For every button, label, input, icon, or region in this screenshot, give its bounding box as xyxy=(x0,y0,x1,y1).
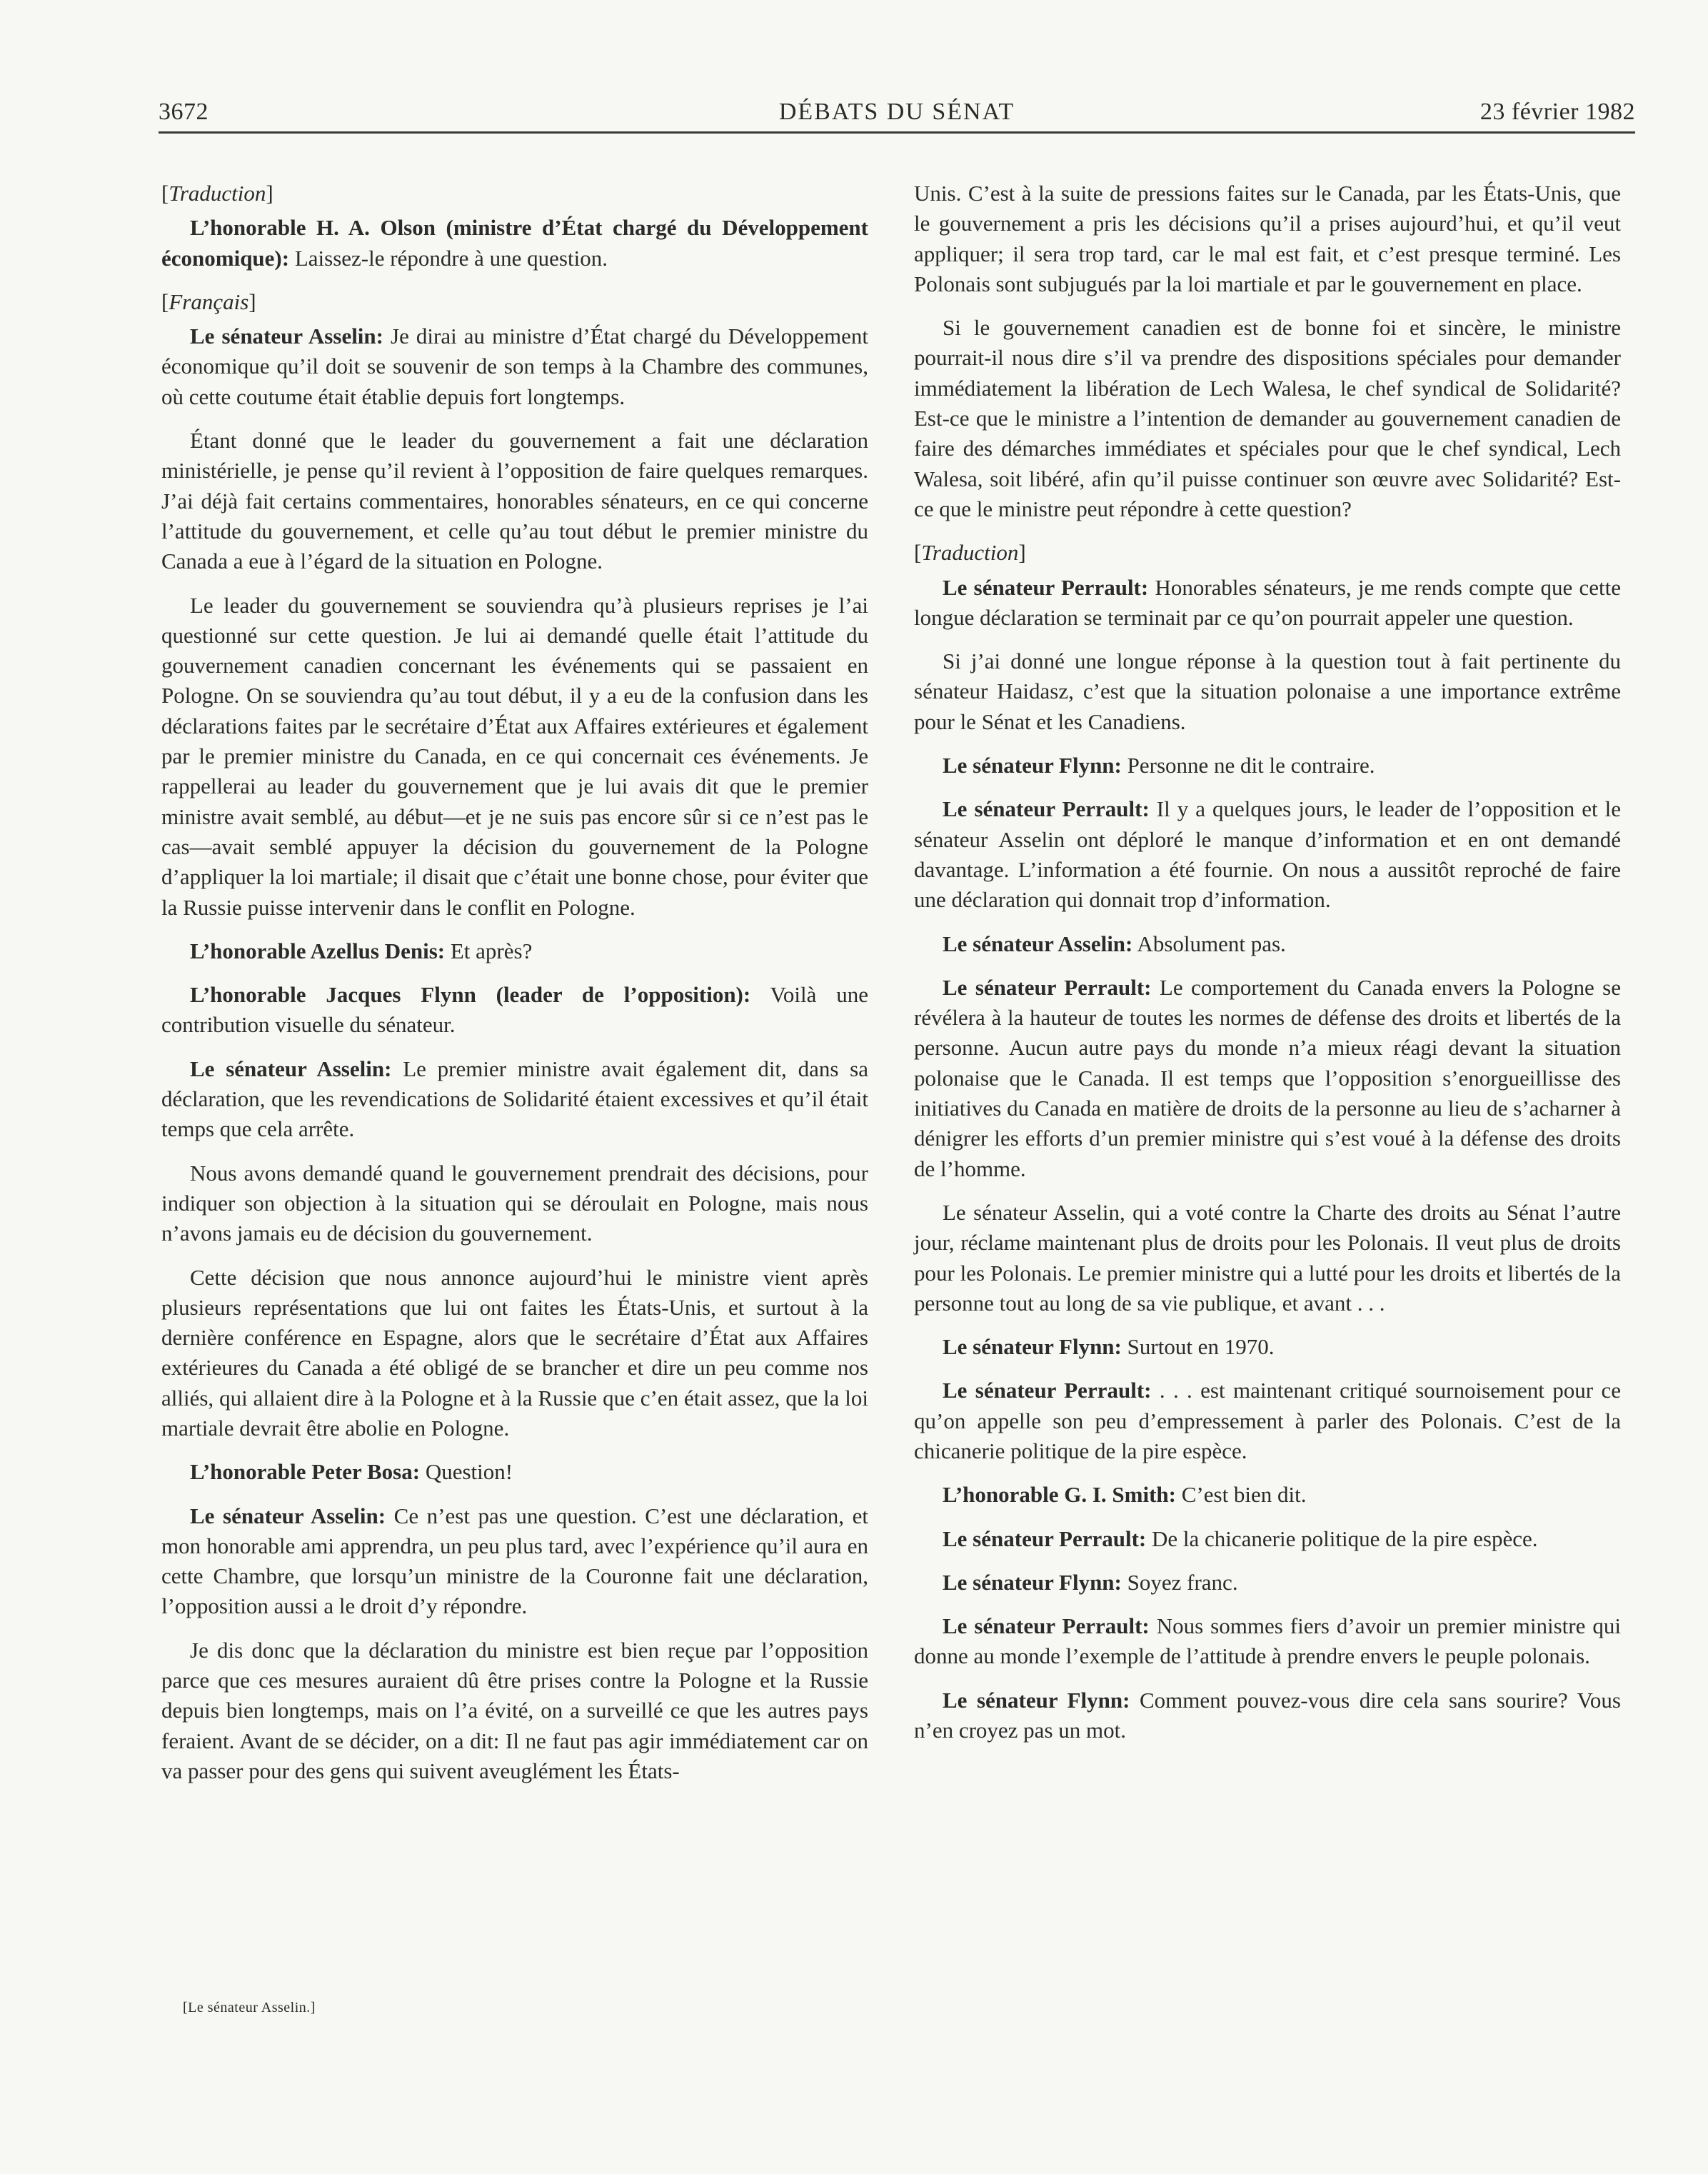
paragraph-text: Le comportement du Canada envers la Pologne se révélera à la hauteur de toutes les normes de défense des droits et libertés de la personne. Aucun autre pays du monde n’a mieux réagi devant la situation polonaise que le Canada. Il est temps que l’opposition s’enorgueillisse des initiatives du Canada en matière de droits de la personne au lieu de s’acharner à dénigrer les efforts d’un premier ministre qui s’est voué à la défense des droits de l’homme. xyxy=(914,974,1621,1181)
paragraph-text: Question! xyxy=(420,1459,513,1485)
speech-paragraph xyxy=(161,980,868,1041)
body-paragraph xyxy=(914,313,1621,524)
speaker-name: Le sénateur Perrault: xyxy=(943,1378,1152,1403)
language-note: [Traduction] xyxy=(161,181,273,206)
paragraph-text: Laissez-le répondre à une question. xyxy=(289,245,608,271)
paragraph-text: Il y a quelques jours, le leader de l’opposition et le sénateur Asselin ont déploré le manque d’information et en ont demandé davantage. L’information a été fournie. On nous a aussitôt reproché de faire une déclaration qui donnait trop d’information. xyxy=(914,796,1621,913)
paragraph-text: Étant donné que le leader du gouvernement a fait une déclaration ministérielle, je pense qu’il revient à l’opposition de faire quelques remarques. J’ai déjà fait certains commentaires, honorables sénateurs, en ce qui concerne l’attitude du gouvernement, et celle qu’au tout début le premier ministre du Canada a eue à l’égard de la situation en Pologne. xyxy=(161,428,868,574)
speech-paragraph xyxy=(161,1054,868,1145)
speech-paragraph xyxy=(914,1332,1621,1362)
speaker-name: L’honorable Jacques Flynn (leader de l’opposition): xyxy=(190,982,751,1008)
language-note: [Français] xyxy=(161,289,256,314)
paragraph-text: Voilà une contribution visuelle du sénateur. xyxy=(161,982,868,1038)
speaker-name: Le sénateur Asselin: xyxy=(190,324,383,349)
speaker-name: Le sénateur Flynn: xyxy=(943,1334,1122,1360)
language-note-text: Traduction xyxy=(169,181,266,206)
speech-paragraph xyxy=(914,1611,1621,1672)
speaker-name: L’honorable H. A. Olson (ministre d’État chargé du Développement économique): xyxy=(161,215,868,271)
paragraph-text: De la chicanerie politique de la pire espèce. xyxy=(1146,1526,1538,1551)
speaker-name: Le sénateur Asselin: xyxy=(190,1503,386,1528)
page-number: 3672 xyxy=(159,99,209,125)
speech-paragraph xyxy=(914,973,1621,1184)
paragraph-text: Le sénateur Asselin, qui a voté contre la Charte des droits au Sénat l’autre jour, réclame maintenant plus de droits pour les Polonais. Il veut plus de droits pour les Polonais. Le premier ministre qui a lutté pour les droits et libertés de la personne tout au long de sa vie publique, et avant . . . xyxy=(914,1199,1621,1316)
language-note-text: Français xyxy=(169,289,249,314)
paragraph-text: Absolument pas. xyxy=(1132,931,1286,956)
speech-paragraph xyxy=(914,1524,1621,1554)
speaker-name: Le sénateur Flynn: xyxy=(943,1687,1130,1713)
paragraph-text: Ce n’est pas une question. C’est une déclaration, et mon honorable ami apprendra, un peu plus tard, avec l’expérience qu’il aura en cette Chambre, que lorsqu’un ministre de la Couronne fait une déclaration, l’opposition aussi a le droit d’y répondre. xyxy=(161,1503,868,1619)
body-paragraph xyxy=(161,1263,868,1444)
body-paragraph xyxy=(161,591,868,923)
speaker-name: Le sénateur Asselin: xyxy=(943,931,1133,956)
speaker-name: Le sénateur Flynn: xyxy=(943,1569,1122,1595)
paragraph-text: Personne ne dit le contraire. xyxy=(1121,753,1375,778)
speaker-name: L’honorable Azellus Denis: xyxy=(190,938,446,963)
speaker-name: L’honorable Peter Bosa: xyxy=(190,1459,421,1485)
running-footer-note: [Le sénateur Asselin.] xyxy=(183,2000,316,2015)
body-paragraph xyxy=(914,646,1621,737)
page-header xyxy=(159,94,1635,130)
paragraph-text: Si j’ai donné une longue réponse à la question tout à fait pertinente du sénateur Haidasz, c’est que la situation polonaise a une importance extrême pour le Sénat et les Canadiens. xyxy=(914,648,1621,734)
paragraph-text: Et après? xyxy=(445,938,533,963)
speech-paragraph xyxy=(161,213,868,274)
paragraph-text: Le premier ministre avait également dit, dans sa déclaration, que les revendications de Solidarité étaient excessives et qu’il était temps que cela arrête. xyxy=(161,1056,868,1142)
language-note-text: Traduction xyxy=(921,540,1019,566)
paragraph-text: Unis. C’est à la suite de pressions faites sur le Canada, par les États-Unis, que le gouvernement a pris les décisions qu’il a prises aujourd’hui, et qu’il veut appliquer; il sera trop tard, car le mal est fait, et c’est presque terminé. Les Polonais sont subjugués par la loi martiale et par le gouvernement en place. xyxy=(914,181,1621,296)
paragraph-text: Soyez franc. xyxy=(1121,1569,1238,1595)
speech-paragraph xyxy=(914,1568,1621,1598)
journal-title: DÉBATS DU SÉNAT xyxy=(778,99,1015,125)
body-paragraph xyxy=(161,1635,868,1786)
language-note: [Traduction] xyxy=(914,540,1026,566)
paragraph-text: Le leader du gouvernement se souviendra qu’à plusieurs reprises je l’ai questionné sur cette question. Je lui ai demandé quelle était l’attitude du gouvernement canadien concernant les événements qui se passaient en Pologne. On se souviendra qu’au tout début, il y a eu de la confusion dans les déclarations faites par le secrétaire d’État aux Affaires extérieures et également par le premier ministre du Canada, en ce qui concernait ces événements. Je rappellerai au leader du gouvernement que je lui avais dit que le premier ministre avait semblé, au début—et je ne suis pas encore sûr si ce n’est pas le cas—avait semblé appuyer la décision du gouvernement de la Pologne d’appliquer la loi martiale; il disait que c’était une bonne chose, pour éviter que la Russie puisse intervenir dans le conflit en Pologne. xyxy=(161,592,868,920)
paragraph-text: Cette décision que nous annonce aujourd’hui le ministre vient après plusieurs représentations que lui ont faites les États-Unis, et surtout à la dernière conférence en Espagne, alors que le secrétaire d’État aux Affaires extérieures du Canada a été obligé de se brancher et dire un peu comme nos alliés, qui allaient dire à la Pologne et à la Russie que c’en était assez, que la loi martiale devrait être abolie en Pologne. xyxy=(161,1264,868,1441)
paragraph-text: Surtout en 1970. xyxy=(1121,1334,1275,1360)
speech-paragraph xyxy=(914,929,1621,959)
session-date: 23 février 1982 xyxy=(1480,99,1635,125)
speech-paragraph xyxy=(161,321,868,412)
left-column xyxy=(161,179,868,1800)
speech-paragraph xyxy=(161,1501,868,1622)
paragraph-text: . . . est maintenant critiqué sournoisement pour ce qu’on appelle son peu d’empressement à parler des Polonais. C’est de la chicanerie politique de la pire espèce. xyxy=(914,1378,1621,1463)
speech-paragraph xyxy=(914,751,1621,781)
paragraph-text: Si le gouvernement canadien est de bonne foi et sincère, le ministre pourrait-il nous dire s’il va prendre des dispositions spéciales pour demander immédiatement la libération de Lech Walesa, le chef syndical de Solidarité? Est-ce que le ministre a l’intention de demander au gouvernement canadien de faire des démarches immédiates et spéciales pour que le chef syndical, Lech Walesa, soit libéré, afin qu’il puisse continuer son œuvre avec Solidarité? Est-ce que le ministre peut répondre à cette question? xyxy=(914,315,1621,521)
speech-paragraph xyxy=(914,1376,1621,1466)
speech-paragraph xyxy=(914,1685,1621,1746)
speaker-name: Le sénateur Flynn: xyxy=(943,753,1122,778)
speech-paragraph xyxy=(161,936,868,966)
speech-paragraph xyxy=(914,1480,1621,1510)
paragraph-text: Je dirai au ministre d’État chargé du Développement économique qu’il doit se souvenir de son temps à la Chambre des communes, où cette coutume était établie depuis fort longtemps. xyxy=(161,324,868,409)
speaker-name: Le sénateur Asselin: xyxy=(190,1056,392,1081)
body-paragraph xyxy=(914,1198,1621,1318)
speaker-name: Le sénateur Perrault: xyxy=(943,1526,1147,1551)
paragraph-text: Nous avons demandé quand le gouvernement prendrait des décisions, pour indiquer son objection à la situation qui se déroulait en Pologne, mais nous n’avons jamais eu de décision du gouvernement. xyxy=(161,1160,868,1246)
body-paragraph xyxy=(161,1158,868,1249)
body-paragraph xyxy=(161,426,868,576)
right-column xyxy=(914,179,1621,1759)
header-rule xyxy=(159,131,1635,134)
paragraph-text: C’est bien dit. xyxy=(1176,1482,1307,1508)
speaker-name: L’honorable G. I. Smith: xyxy=(943,1482,1176,1508)
speech-paragraph xyxy=(161,1457,868,1487)
paragraph-text: Je dis donc que la déclaration du ministre est bien reçue par l’opposition parce que ces mesures auraient dû être prises contre la Pologne et la Russie depuis bien longtemps, mais on l’a évité, on a surveillé ce que les autres pays feraient. Avant de se décider, on a dit: Il ne faut pas agir immédiatement car on va passer pour des gens qui suivent aveuglément les États- xyxy=(161,1637,868,1783)
paragraph-text: Comment pouvez-vous dire cela sans sourire? Vous n’en croyez pas un mot. xyxy=(914,1687,1621,1743)
speaker-name: Le sénateur Perrault: xyxy=(943,974,1152,1000)
speech-paragraph xyxy=(914,573,1621,633)
speaker-name: Le sénateur Perrault: xyxy=(943,1613,1150,1639)
speaker-name: Le sénateur Perrault: xyxy=(943,574,1149,600)
speech-paragraph xyxy=(914,794,1621,915)
paragraph-text: Nous sommes fiers d’avoir un premier ministre qui donne au monde l’exemple de l’attitude à prendre envers le peuple polonais. xyxy=(914,1613,1621,1669)
paragraph-text: Honorables sénateurs, je me rends compte que cette longue déclaration se terminait par ce qu’on pourrait appeler une question. xyxy=(914,574,1621,630)
speaker-name: Le sénateur Perrault: xyxy=(943,796,1150,822)
body-paragraph xyxy=(914,179,1621,299)
